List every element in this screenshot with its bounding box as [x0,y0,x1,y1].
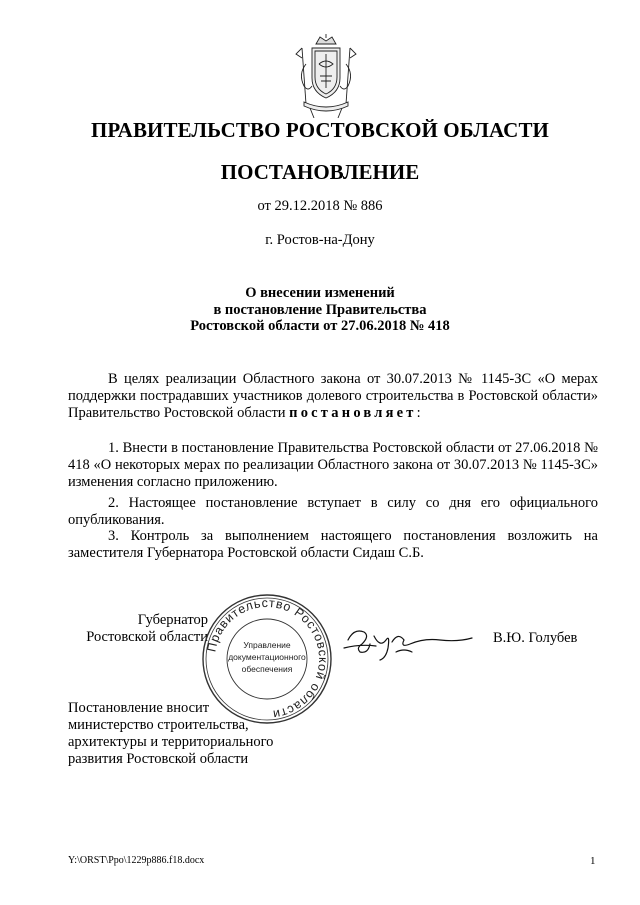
note-line: развития Ростовской области [68,751,249,767]
note-line: Постановление вносит [68,700,210,716]
item-1-paragraph [68,440,598,491]
item-3-text: 3. Контроль за выполнением настоящего постановления возложить на заместителя Губернатора Ростовской области Сидаш С.Б. [68,528,598,561]
coat-of-arms-icon [292,34,360,118]
seal-center-line: Управление [243,640,291,650]
government-title: ПРАВИТЕЛЬСТВО РОСТОВСКОЙ ОБЛАСТИ [91,118,549,142]
item-3-paragraph [68,528,598,562]
handwritten-signature [340,618,480,668]
page-number: 1 [590,855,596,867]
item-2-text: 2. Настоящее постановление вступает в силу со дня его официального опубликования. [68,495,598,528]
seal-ring-text: Правительство Ростовской области [204,595,331,722]
subject-line: О внесении изменений [245,285,395,301]
note-line: архитектуры и территориального [68,734,274,750]
item-1-text: 1. Внести в постановление Правительства Ростовской области от 27.06.2018 № 418 «О некоторых мерах по реализации Областного закона от 30.07.2013 № 1145-ЗС» изменения согласно приложению. [68,440,598,490]
resolves-word: постановляет [289,405,417,421]
subject-line: Ростовской области от 27.06.2018 № 418 [190,318,450,334]
subject-line: в постановление Правительства [213,301,427,318]
signatory-title-line: Губернатор [137,612,208,628]
date-number: от 29.12.2018 № 886 [257,198,383,214]
subject-heading [0,285,640,335]
document-type: ПОСТАНОВЛЕНИЕ [220,160,420,184]
seal-center-line: обеспечения [241,664,293,674]
city: г. Ростов-на-Дону [265,232,375,248]
signatory-title-line: Ростовской области [86,629,208,645]
signatory-name: В.Ю. Голубев [493,630,578,646]
seal-center-line: документационного [228,652,306,662]
footer-file-path: Y:\ORST\Ppo\1229p886.f18.docx [68,855,205,866]
signatory-title [68,612,208,646]
preamble-paragraph [68,371,598,422]
preamble-text: В целях реализации Областного закона от 30.07.2013 № 1145-ЗС «О мерах поддержки пострадавших участников долевого строительства в Ростовской области» Правительство Ростовской области [68,371,598,421]
item-2-paragraph [68,495,598,529]
preamble-end: : [416,405,421,421]
note-line: министерство строительства, [68,717,249,733]
submitted-by-note [68,700,368,768]
